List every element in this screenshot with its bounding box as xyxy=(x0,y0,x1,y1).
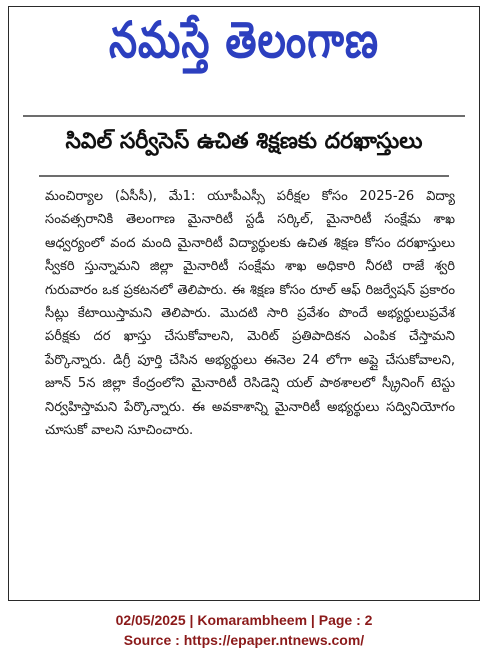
headline-top-rule xyxy=(23,115,465,117)
newspaper-masthead: నమస్తే తెలంగాణ xyxy=(108,12,380,70)
footer-source-link[interactable]: Source : https://epaper.ntnews.com/ xyxy=(123,632,365,648)
article-paragraph: మంచిర్యాల (ఏసీసీ), మే1: యూపీఎస్సీ పరీక్షల కోసం 2025-26 విద్యా సంవత్సరానికి తెలంగాణ మైనారిటీ స్టడీ సర్కిల్, మైనారిటీ సంక్షేమ శాఖ ఆధ్వర్యంలో వంద మంది మైనారిటీ విద్యార్థులకు ఉచిత శిక్షణ కోసం దరఖాస్తులు స్వీకరి స్తున్నామని జిల్లా మైనారిటీ సంక్షేమ శాఖ అధికారి నీరటి రాజే శ్వరి గురువారం ఒక ప్రకటనలో తెలిపారు. ఈ శిక్షణ కోసం రూల్ ఆఫ్ రిజర్వేషన్ ప్రకారం సీట్లు కేటాయిస్తామని తెలిపారు. మొదటి సారి ప్రవేశం పొందే అభ్యర్థులుప్రవేశ పరీక్షకు దర ఖాస్తు చేసుకోవాలని, మెరిట్ ప్రతిపాదికన ఎంపిక చేస్తామని పేర్కొన్నారు. డిగ్రీ పూర్తి చేసిన అభ్యర్థులు ఈనెల 24 లోగా అప్లై చేసుకోవాలని, జూన్ 5న జిల్లా కేంద్రంలోని మైనారిటీ రెసిడెన్షి యల్ పాఠశాలలో స్క్రీనింగ్ టెస్టు నిర్వహిస్తామని పేర్కొన్నారు. ఈ అవకాశాన్ని మైనారిటీ అభ్యర్థులు సద్వినియోగం చూసుకో వాలని సూచించారు. xyxy=(45,189,455,439)
article-body xyxy=(45,185,455,442)
footer-date-edition-page: 02/05/2025 | Komarambheem | Page : 2 xyxy=(115,612,373,628)
headline-bottom-rule xyxy=(39,175,449,177)
newspaper-clipping xyxy=(8,6,480,601)
clipping-footer xyxy=(0,610,488,650)
cutoff-next-article-text xyxy=(45,583,455,601)
article-headline: సివిల్ సర్వీసెస్ ఉచిత శిక్షణకు దరఖాస్తులు xyxy=(65,129,423,154)
